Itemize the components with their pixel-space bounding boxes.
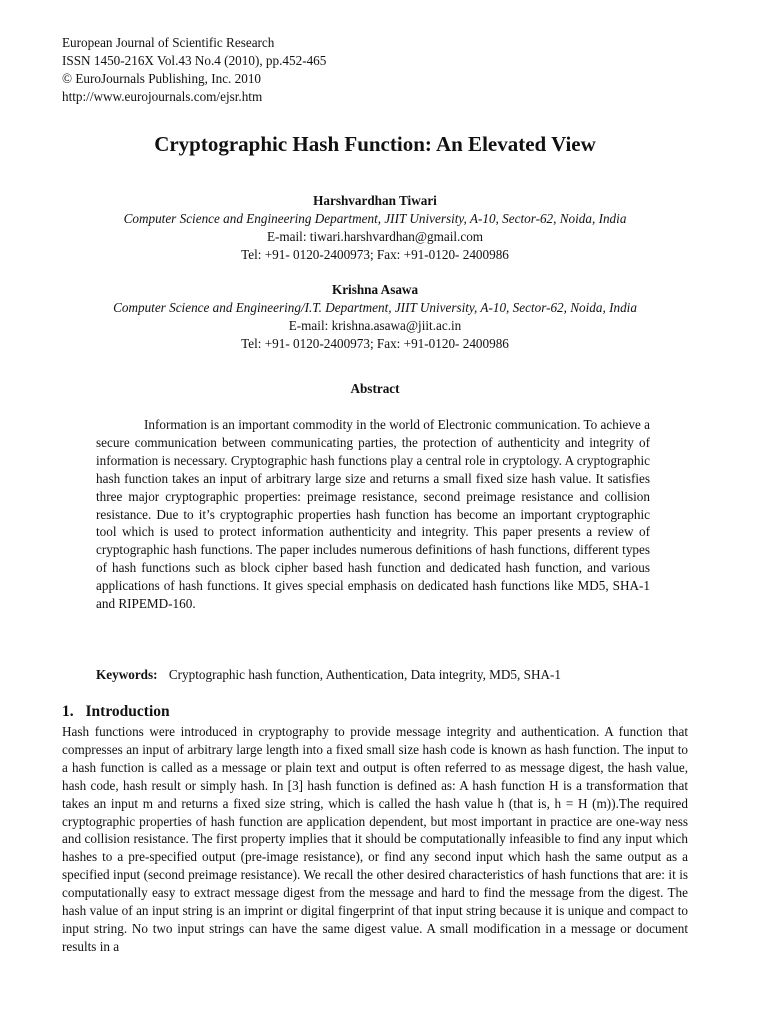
- author-block-1: [62, 192, 688, 264]
- section-heading-introduction: [62, 702, 170, 722]
- journal-name: European Journal of Scientific Research: [62, 35, 275, 50]
- journal-url: http://www.eurojournals.com/ejsr.htm: [62, 89, 263, 104]
- paper-title: Cryptographic Hash Function: An Elevated View: [154, 132, 596, 156]
- author-affiliation: Computer Science and Engineering/I.T. Department, JIIT University, A-10, Sector-62, Noida, India: [113, 300, 637, 315]
- author-email: E-mail: tiwari.harshvardhan@gmail.com: [266, 229, 484, 244]
- author-affiliation: Computer Science and Engineering Department, JIIT University, A-10, Sector-62, Noida, India: [123, 211, 627, 226]
- author-phone: Tel: +91- 0120-2400973; Fax: +91-0120- 2400986: [241, 336, 509, 351]
- section-title: Introduction: [85, 703, 170, 720]
- section-number: 1.: [62, 703, 74, 720]
- journal-header: [62, 34, 662, 106]
- author-phone: Tel: +91- 0120-2400973; Fax: +91-0120- 2400986: [241, 247, 509, 262]
- journal-copyright: © EuroJournals Publishing, Inc. 2010: [62, 71, 262, 86]
- keywords: [96, 666, 696, 684]
- author-block-2: [62, 281, 688, 353]
- journal-issn: ISSN 1450-216X Vol.43 No.4 (2010), pp.452-465: [62, 53, 327, 68]
- abstract-body: Information is an important commodity in the world of Electronic communication. To achieve a secure communication between communicating parties, the protection of authenticity and integrity of information is necessary. Cryptographic hash functions play a central role in cryptology. A cryptographic hash function takes an input of arbitrary large size and returns a small fixed size hash value. It satisfies three major cryptographic properties: preimage resistance, second preimage resistance and collision resistance. Due to it’s cryptographic properties hash function has become an important cryptographic tool which is used to protect information authenticity and integrity. This paper presents a review of cryptographic hash functions. The paper includes numerous definitions of hash functions, different types of hash functions such as block cipher based hash function and dedicated hash function, and various applications of hash functions. It gives special emphasis on dedicated hash functions like MD5, SHA-1 and RIPEMD-160.: [96, 417, 650, 612]
- abstract-heading: Abstract: [350, 381, 400, 396]
- keywords-text: Cryptographic hash function, Authentication, Data integrity, MD5, SHA-1: [168, 667, 561, 682]
- author-email: E-mail: krishna.asawa@jiit.ac.in: [288, 318, 462, 333]
- introduction-body: Hash functions were introduced in cryptography to provide message integrity and authentication. A function that compresses an input of arbitrary large length into a fixed small size hash code is known as hash function. The input to a hash function is called as a message or plain text and output is often referred to as message digest, the hash value, hash code, hash result or simply hash. In [3] hash function is defined as: A hash function H is a transformation that takes an input m and returns a fixed size string, which is called the hash value h (that is, h = H (m)).The required cryptographic properties of hash function are application dependent, but most important in practice are one-way ness and collision resistance. The first property implies that it should be computationally infeasible to find any input which hashes to a pre-specified output (pre-image resistance), or find any second input which hash the same output as a specified input (second preimage resistance). We recall the other desired characteristics of hash functions that are: it is computationally easy to extract message digest from the message and hard to find the message from the digest. The hash value of an input string is an imprint or digital fingerprint of that input string because it is unique and compact to input string. No two input strings can have the same digest value. A small modification in a message or document results in a: [62, 724, 688, 954]
- author-name: Krishna Asawa: [331, 282, 419, 297]
- keywords-label: Keywords:: [96, 667, 158, 682]
- author-name: Harshvardhan Tiwari: [313, 193, 437, 208]
